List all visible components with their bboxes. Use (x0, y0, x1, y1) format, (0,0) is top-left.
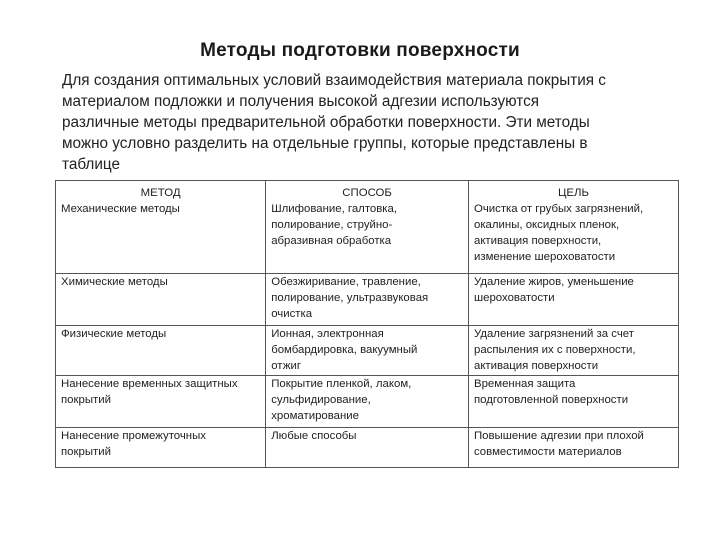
cell-way (266, 375, 469, 427)
cell-text: Повышение адгезии при плохой (473, 429, 644, 442)
header-goal: ЦЕЛЬ (468, 181, 678, 202)
table-row (56, 427, 679, 467)
cell-text: полирование, ультразвуковая (271, 291, 429, 304)
cell-text: Любые способы (271, 429, 357, 442)
cell-text: покрытий (61, 393, 111, 406)
intro-line: Для создания оптимальных условий взаимодействия материала покрытия с (62, 72, 606, 89)
cell-text: хроматирование (271, 409, 359, 422)
cell-goal (468, 325, 678, 375)
cell-text: сульфидирование, (271, 393, 371, 406)
cell-text: распыления их с поверхности, (473, 343, 636, 356)
header-way: СПОСОБ (266, 181, 469, 202)
cell-text: Очистка от грубых загрязнений, (473, 203, 644, 215)
cell-text: бомбардировка, вакуумный (271, 343, 418, 356)
cell-goal (468, 375, 678, 427)
header-method: МЕТОД (56, 181, 266, 202)
cell-way (266, 427, 469, 467)
cell-way (266, 325, 469, 375)
intro-paragraph (62, 70, 662, 175)
cell-method (56, 427, 266, 467)
cell-text: Удаление жиров, уменьшение (473, 275, 634, 288)
cell-text: Удаление загрязнений за счет (473, 327, 634, 340)
cell-text: шероховатости (473, 291, 555, 304)
cell-method (56, 273, 266, 325)
cell-goal (468, 427, 678, 467)
table-row (56, 273, 679, 325)
cell-method (56, 325, 266, 375)
cell-text: подготовленной поверхности (473, 393, 629, 406)
methods-table (55, 180, 679, 468)
intro-line: материалом подложки и получения высокой адгезии используются (62, 93, 540, 110)
cell-text: очистка (271, 307, 313, 320)
cell-text: отжиг (271, 359, 302, 372)
cell-text: совместимости материалов (473, 445, 622, 458)
cell-text: активация поверхности, (473, 235, 602, 247)
cell-text: Шлифование, галтовка, (271, 203, 398, 215)
cell-method (56, 375, 266, 427)
cell-text: Временная защита (473, 377, 576, 390)
intro-line: можно условно разделить на отдельные группы, которые представлены в (62, 135, 588, 152)
table-row (56, 375, 679, 427)
cell-text: Покрытие пленкой, лаком, (271, 377, 412, 390)
cell-text: Физические методы (61, 327, 167, 340)
cell-way (266, 201, 469, 273)
cell-goal (468, 273, 678, 325)
intro-line: различные методы предварительной обработки поверхности. Эти методы (62, 114, 590, 131)
cell-text: Химические методы (61, 275, 168, 288)
table-row (56, 201, 679, 273)
cell-text: изменение шероховатости (473, 251, 616, 263)
cell-text: Нанесение промежуточных (61, 429, 206, 442)
cell-text: активация поверхности (473, 359, 599, 372)
cell-text: покрытий (61, 445, 111, 458)
page-title: Методы подготовки поверхности (200, 40, 520, 61)
table-header-row (56, 181, 679, 202)
cell-text: Ионная, электронная (271, 327, 384, 340)
table-row (56, 325, 679, 375)
cell-text: Нанесение временных защитных (61, 377, 238, 390)
cell-way (266, 273, 469, 325)
intro-line: таблице (62, 156, 120, 173)
cell-text: абразивная обработка (271, 235, 392, 247)
cell-goal (468, 201, 678, 273)
cell-text: Механические методы (61, 203, 180, 215)
cell-text: полирование, струйно- (271, 219, 393, 231)
cell-text: Обезжиривание, травление, (271, 275, 421, 288)
cell-method (56, 201, 266, 273)
cell-text: окалины, оксидных пленок, (473, 219, 620, 231)
